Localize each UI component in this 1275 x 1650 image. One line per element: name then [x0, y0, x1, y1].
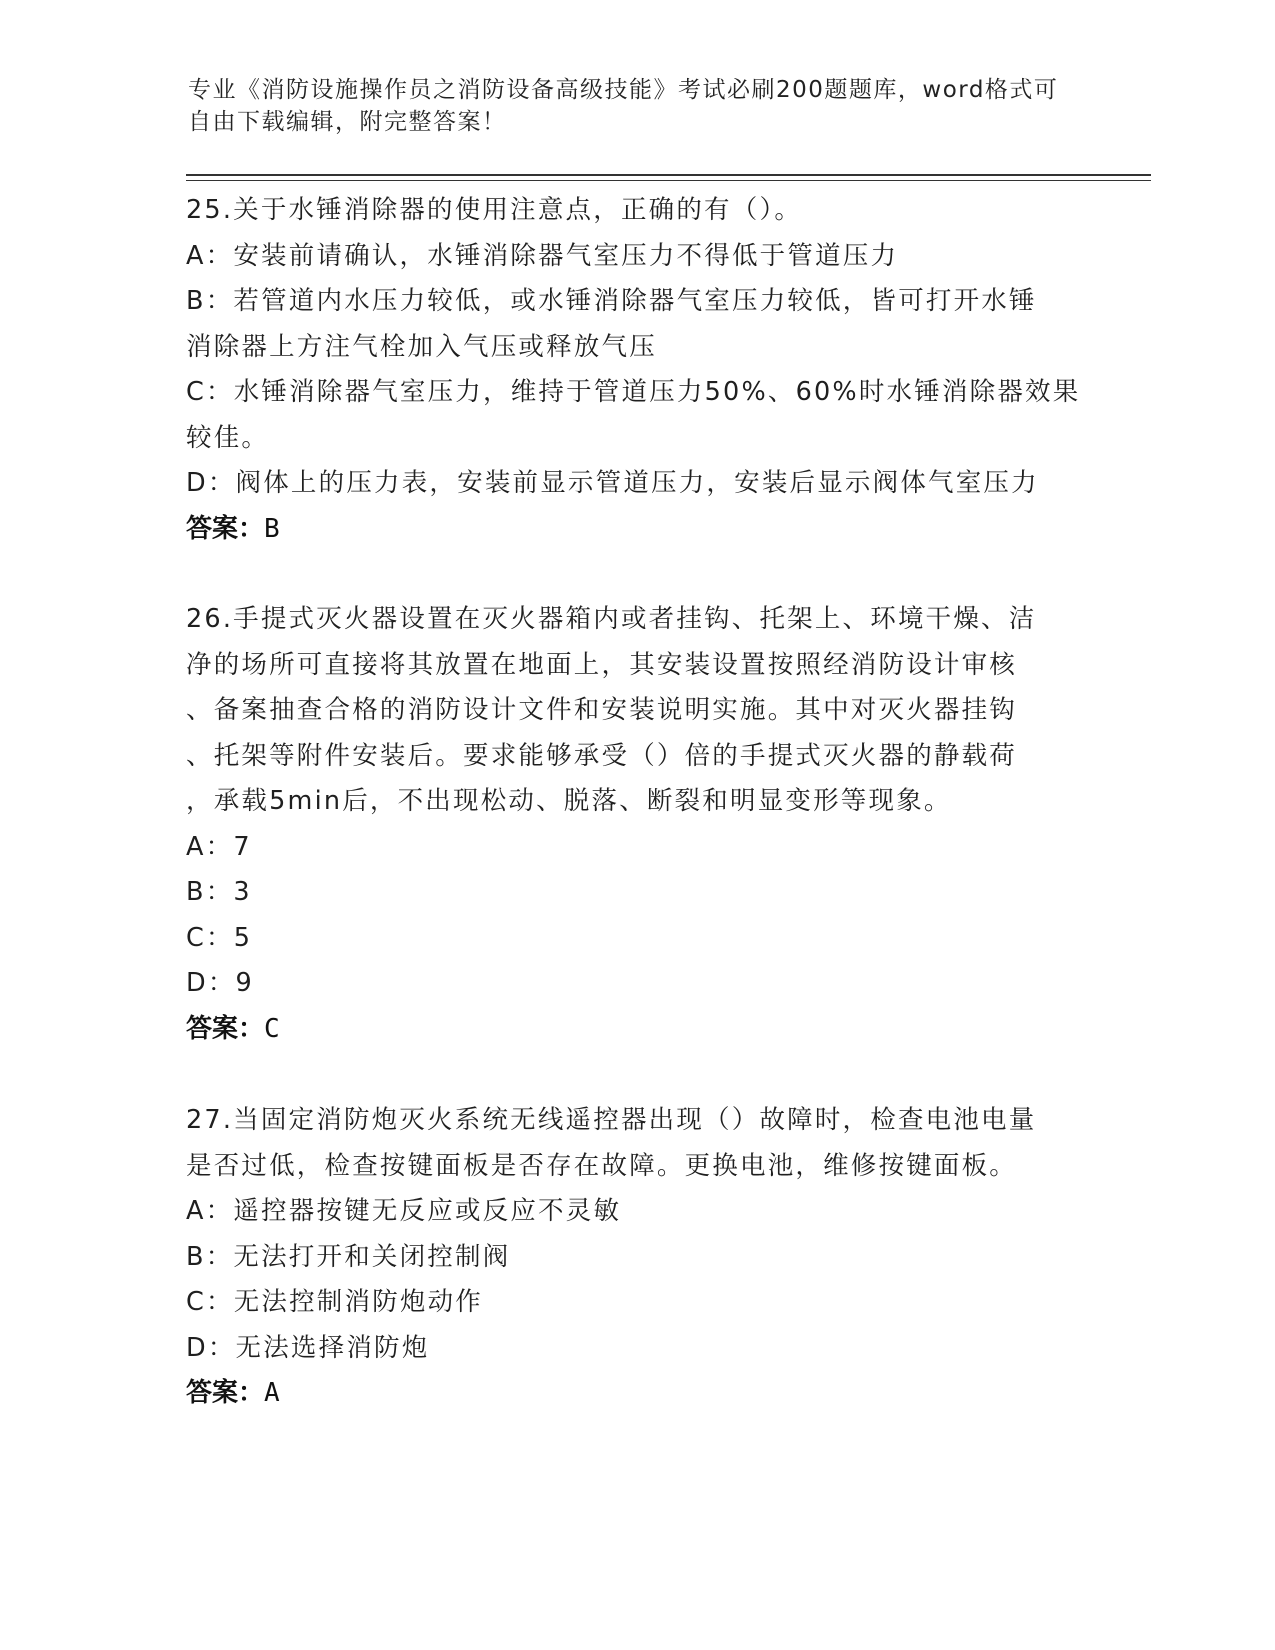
question-stem: 27.当固定消防炮灭火系统无线遥控器出现（）故障时，检查电池电量 — [186, 1105, 1037, 1135]
option-d: D：阀体上的压力表，安装前显示管道压力，安装后显示阀体气室压力 — [186, 468, 1039, 498]
option-c-continued: 较佳。 — [186, 422, 270, 453]
question-stem-continued: 是否过低，检查按键面板是否存在故障。更换电池，维修按键面板。 — [186, 1150, 1018, 1181]
answer-line — [186, 1007, 1086, 1053]
header-line-1: 专业《消防设施操作员之消防设备高级技能》考试必刷200题题库，word格式可 — [188, 77, 1059, 103]
question-stem: 25.关于水锤消除器的使用注意点，正确的有（）。 — [186, 195, 803, 225]
question-25 — [186, 188, 1086, 552]
answer-label: 答案： — [186, 1378, 265, 1408]
option-b: B：3 — [186, 877, 252, 907]
option-b: B：若管道内水压力较低，或水锤消除器气室压力较低，皆可打开水锤 — [186, 286, 1037, 316]
answer-value: A — [264, 1378, 280, 1408]
question-stem-continued: 、托架等附件安装后。要求能够承受（）倍的手提式灭火器的静载荷 — [186, 740, 1018, 771]
document-header — [188, 74, 1068, 138]
question-stem: 26.手提式灭火器设置在灭火器箱内或者挂钩、托架上、环境干燥、洁 — [186, 604, 1037, 634]
question-stem-continued: 、备案抽查合格的消防设计文件和安装说明实施。其中对灭火器挂钩 — [186, 695, 1018, 725]
option-c: C：无法控制消防炮动作 — [186, 1287, 484, 1317]
option-a: A：安装前请确认，水锤消除器气室压力不得低于管道压力 — [186, 240, 899, 271]
answer-value: C — [264, 1013, 280, 1044]
header-rule-thin — [186, 180, 1151, 181]
answer-value: B — [264, 513, 280, 544]
question-stem-continued: ，承载5min后，不出现松动、脱落、断裂和明显变形等现象。 — [186, 786, 952, 816]
option-a: A：7 — [186, 831, 252, 862]
option-b: B：无法打开和关闭控制阀 — [186, 1241, 511, 1272]
answer-label: 答案： — [186, 513, 265, 544]
header-line-2: 自由下载编辑，附完整答案！ — [188, 109, 507, 135]
question-27 — [186, 1098, 1086, 1417]
option-c: C：水锤消除器气室压力，维持于管道压力50%、60%时水锤消除器效果 — [186, 377, 1081, 407]
option-d: D：无法选择消防炮 — [186, 1332, 430, 1363]
option-a: A：遥控器按键无反应或反应不灵敏 — [186, 1196, 622, 1226]
option-d: D：9 — [186, 968, 254, 998]
option-c: C：5 — [186, 922, 253, 953]
question-26 — [186, 597, 1086, 1052]
header-rule-thick — [186, 174, 1151, 176]
answer-line — [186, 507, 1086, 553]
option-b-continued: 消除器上方注气栓加入气压或释放气压 — [186, 331, 657, 362]
question-stem-continued: 净的场所可直接将其放置在地面上，其安装设置按照经消防设计审核 — [186, 649, 1018, 680]
answer-line — [186, 1371, 1086, 1417]
answer-label: 答案： — [186, 1013, 265, 1044]
